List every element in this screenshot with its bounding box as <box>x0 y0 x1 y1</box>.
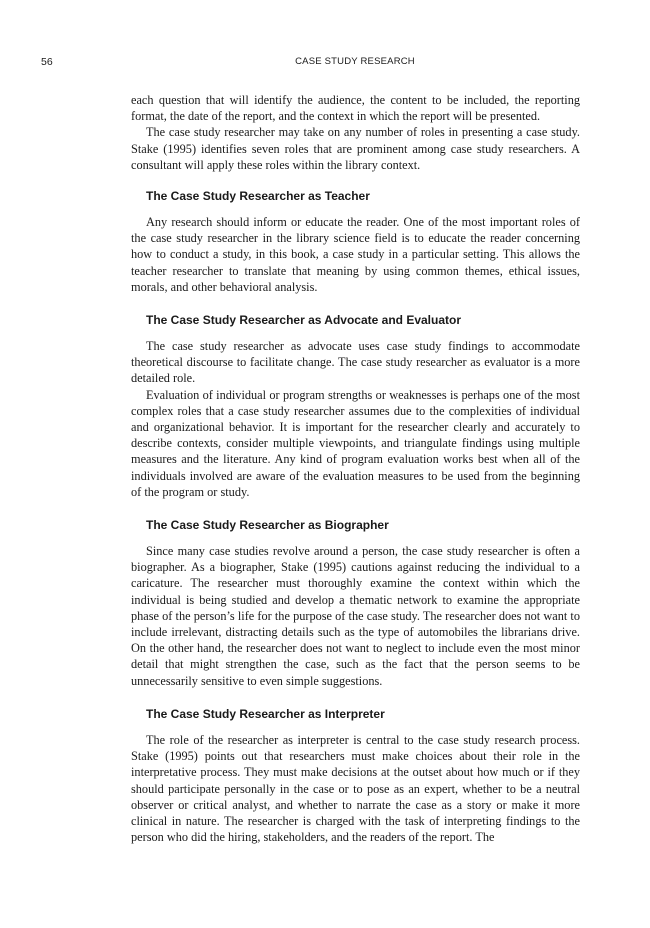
paragraph: Evaluation of individual or program strengths or weaknesses is perhaps one of the most complex roles that a case study researcher assumes due to the complexities of individual and organizational behavior. It is important for the researcher clearly and accurately to describe contexts, consider multiple viewpoints, and triangulate findings using multiple measures and the literature. Any kind of program evaluation works best when all of the individuals involved are aware of the evaluation measures to be used from the beginning of the program or study. <box>131 387 580 499</box>
paragraph: The role of the researcher as interpreter is central to the case study research process. Stake (1995) points out that researchers must make choices about their role in the interpretative process. They must make decisions at the outset about how much or if they should participate personally in the case or to pose as an expert, whether to be a neutral observer or critical analyst, and whether to narrate the case as a story or make it more clinical in nature. The researcher is charged with the task of interpreting findings to the person who did the hiring, stakeholders, and the readers of the report. The <box>131 732 580 845</box>
section-heading: The Case Study Researcher as Interpreter <box>146 706 385 721</box>
paragraph: The case study researcher as advocate uses case study findings to accommodate theoretical discourse to facilitate change. The case study researcher as evaluator is a more detailed role. <box>131 339 580 386</box>
page-number: 56 <box>41 56 53 68</box>
section-heading: The Case Study Researcher as Teacher <box>146 189 370 204</box>
paragraph: The case study researcher may take on any number of roles in presenting a case study. Stake (1995) identifies seven roles that are prominent among case study researchers. A consultant will apply these roles within the library context. <box>131 125 580 172</box>
section-biographer <box>131 517 580 689</box>
paragraph: Any research should inform or educate the reader. One of the most important roles of the case study researcher in the library science field is to educate the reader concerning how to conduct a study, in this book, a case study in a particular setting. This allows the teacher researcher to translate that meaning by using common themes, ethical issues, morals, and other behavioral analysis. <box>131 215 580 294</box>
paragraph: each question that will identify the audience, the content to be included, the reporting format, the date of the report, and the context in which the report will be presented. <box>131 93 580 124</box>
body-text <box>131 92 580 845</box>
section-heading: The Case Study Researcher as Biographer <box>146 518 389 533</box>
paragraph: Since many case studies revolve around a person, the case study researcher is often a biographer. As a biographer, Stake (1995) cautions against reducing the individual to a caricature. The researcher must thoroughly examine the context within which the individual is being studied and develop a thematic network to examine the appropriate phase of the person’s life for the purpose of the case study. The researcher does not want to include irrelevant, distracting details such as the type of automobiles the librarians drive. On the other hand, the researcher does not want to neglect to include even the most minor detail that might strengthen the case, such as the fact that the person seems to be unnecessarily sensitive to even simple suggestions. <box>131 544 580 688</box>
section-interpreter <box>131 706 580 845</box>
section-teacher <box>131 188 580 295</box>
section-heading: The Case Study Researcher as Advocate and Evaluator <box>146 313 462 328</box>
section-advocate-evaluator <box>131 312 580 500</box>
running-head: CASE STUDY RESEARCH <box>295 56 415 67</box>
